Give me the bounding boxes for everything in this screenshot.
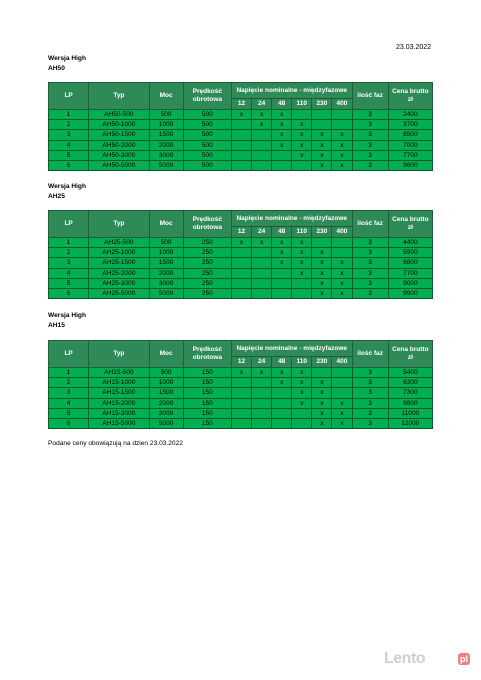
cell-speed: 500 [183,140,231,150]
table-row [49,248,433,258]
cell-voltage-mark [252,248,272,258]
cell-voltage-mark [272,408,292,418]
cell-voltage-mark: x [332,418,352,428]
cell-lp: 1 [49,110,89,120]
cell-voltage-mark: x [272,140,292,150]
cell-cena: 6800 [388,258,432,268]
cell-speed: 150 [183,388,231,398]
cell-cena: 7700 [388,268,432,278]
cell-ilosc-faz: 3 [352,120,388,130]
cell-typ: AH25-5000 [89,288,149,298]
cell-moc: 1500 [149,258,183,268]
cell-voltage-mark [252,418,272,428]
header-voltage: 110 [292,357,312,368]
cell-voltage-mark [312,110,332,120]
cell-cena: 3700 [388,120,432,130]
cell-moc: 2000 [149,140,183,150]
section-model: AH15 [48,322,65,329]
header-voltage: 400 [332,357,352,368]
cell-voltage-mark: x [292,268,312,278]
cell-lp: 6 [49,418,89,428]
cell-moc: 5000 [149,160,183,170]
header-voltage: 12 [231,227,251,238]
cell-cena: 2400 [388,110,432,120]
cell-voltage-mark: x [312,398,332,408]
cell-speed: 250 [183,278,231,288]
cell-voltage-mark [292,110,312,120]
cell-voltage-mark [231,140,251,150]
cell-cena: 12000 [388,418,432,428]
cell-lp: 3 [49,388,89,398]
cell-voltage-mark [272,150,292,160]
cell-voltage-mark [231,120,251,130]
cell-voltage-mark [312,120,332,130]
cell-typ: AH50-2000 [89,140,149,150]
cell-moc: 500 [149,110,183,120]
cell-typ: AH15-2000 [89,398,149,408]
cell-speed: 250 [183,248,231,258]
cell-voltage-mark [332,388,352,398]
cell-voltage-mark [252,278,272,288]
table-row [49,110,433,120]
cell-voltage-mark: x [312,378,332,388]
cell-cena: 6300 [388,378,432,388]
cell-voltage-mark: x [312,258,332,268]
cell-voltage-mark [231,160,251,170]
cell-ilosc-faz: 3 [352,408,388,418]
cell-voltage-mark [231,248,251,258]
cell-voltage-mark [252,130,272,140]
header-voltage: 400 [332,99,352,110]
cell-typ: AH50-3000 [89,150,149,160]
cell-voltage-mark [252,268,272,278]
cell-voltage-mark [252,288,272,298]
cell-voltage-mark: x [252,120,272,130]
cell-voltage-mark [272,160,292,170]
cell-voltage-mark: x [332,288,352,298]
cell-voltage-mark [231,418,251,428]
header-cena: Cena brutto zł [388,341,432,368]
cell-ilosc-faz: 3 [352,160,388,170]
cell-speed: 500 [183,150,231,160]
cell-voltage-mark: x [252,110,272,120]
cell-moc: 3000 [149,408,183,418]
header-typ: Typ [89,83,149,110]
table-row [49,150,433,160]
cell-ilosc-faz: 3 [352,140,388,150]
cell-voltage-mark: x [332,258,352,268]
cell-voltage-mark [332,120,352,130]
cell-ilosc-faz: 3 [352,110,388,120]
cell-voltage-mark: x [292,238,312,248]
cell-moc: 500 [149,238,183,248]
header-predkosc: Prędkość obrotowa [183,211,231,238]
cell-voltage-mark [312,368,332,378]
cell-cena: 5900 [388,248,432,258]
cell-ilosc-faz: 3 [352,388,388,398]
cell-speed: 500 [183,130,231,140]
cell-typ: AH15-5000 [89,418,149,428]
cell-ilosc-faz: 3 [352,288,388,298]
header-napiecie: Napięcie nominalne - międzyfazowe [231,341,352,357]
cell-typ: AH25-2000 [89,268,149,278]
cell-voltage-mark [272,268,292,278]
cell-voltage-mark: x [252,368,272,378]
cell-ilosc-faz: 3 [352,418,388,428]
cell-voltage-mark: x [272,378,292,388]
cell-ilosc-faz: 3 [352,398,388,408]
header-voltage: 48 [272,99,292,110]
cell-ilosc-faz: 3 [352,378,388,388]
header-typ: Typ [89,341,149,368]
cell-voltage-mark [272,418,292,428]
cell-voltage-mark [292,418,312,428]
cell-moc: 3000 [149,278,183,288]
cell-cena: 7000 [388,140,432,150]
cell-voltage-mark [292,408,312,418]
cell-voltage-mark [272,398,292,408]
price-validity-note: Podane ceny obowiązują na dzien 23.03.2022 [48,440,183,447]
header-voltage: 110 [292,227,312,238]
cell-lp: 3 [49,258,89,268]
cell-voltage-mark: x [272,238,292,248]
cell-voltage-mark [231,130,251,140]
cell-lp: 4 [49,140,89,150]
cell-typ: AH15-1000 [89,378,149,388]
header-lp: LP [49,83,89,110]
cell-voltage-mark [231,378,251,388]
cell-ilosc-faz: 3 [352,278,388,288]
cell-typ: AH25-500 [89,238,149,248]
cell-typ: AH25-1500 [89,258,149,268]
cell-moc: 1000 [149,248,183,258]
cell-voltage-mark: x [332,150,352,160]
cell-moc: 5000 [149,288,183,298]
cell-voltage-mark: x [292,130,312,140]
header-predkosc: Prędkość obrotowa [183,341,231,368]
cell-voltage-mark: x [272,248,292,258]
cell-lp: 5 [49,278,89,288]
cell-speed: 500 [183,160,231,170]
cell-voltage-mark: x [332,268,352,278]
table-row [49,288,433,298]
cell-typ: AH25-3000 [89,278,149,288]
header-voltage: 12 [231,357,251,368]
cell-speed: 500 [183,120,231,130]
header-moc: Moc [149,211,183,238]
cell-voltage-mark [332,110,352,120]
lento-pl-badge: pl [460,654,468,664]
cell-voltage-mark [252,258,272,268]
header-voltage: 24 [252,357,272,368]
cell-voltage-mark: x [312,160,332,170]
table-row [49,368,433,378]
section-title-ah50 [48,54,86,74]
price-table-ah15 [48,340,433,429]
cell-voltage-mark: x [292,388,312,398]
cell-voltage-mark: x [231,110,251,120]
cell-voltage-mark: x [272,120,292,130]
header-lp: LP [49,211,89,238]
document-date: 23.03.2022 [396,44,432,51]
header-voltage: 230 [312,99,332,110]
cell-lp: 6 [49,160,89,170]
section-title-ah15 [48,311,86,331]
cell-lp: 5 [49,150,89,160]
cell-moc: 1500 [149,388,183,398]
lento-watermark-logo: Lento [384,650,426,667]
cell-ilosc-faz: 3 [352,150,388,160]
cell-cena: 6500 [388,130,432,140]
cell-voltage-mark [332,238,352,248]
cell-lp: 1 [49,238,89,248]
cell-voltage-mark [332,248,352,258]
cell-moc: 2000 [149,398,183,408]
cell-lp: 5 [49,408,89,418]
cell-cena: 9000 [388,278,432,288]
price-table-ah25 [48,210,433,299]
table-row [49,238,433,248]
header-voltage: 110 [292,99,312,110]
cell-voltage-mark: x [272,368,292,378]
section-version: Wersja High [48,55,86,62]
cell-voltage-mark: x [332,140,352,150]
cell-voltage-mark: x [332,398,352,408]
cell-ilosc-faz: 3 [352,130,388,140]
cell-voltage-mark [272,278,292,288]
cell-voltage-mark [292,288,312,298]
section-version: Wersja High [48,312,86,319]
cell-voltage-mark [231,258,251,268]
header-ilosc-faz: ilość faz [352,341,388,368]
header-voltage: 12 [231,99,251,110]
cell-voltage-mark: x [312,150,332,160]
cell-voltage-mark: x [312,408,332,418]
cell-cena: 7700 [388,150,432,160]
table-row [49,258,433,268]
header-voltage: 48 [272,357,292,368]
price-table-ah50 [48,82,433,171]
cell-ilosc-faz: 3 [352,258,388,268]
header-lp: LP [49,341,89,368]
cell-ilosc-faz: 3 [352,248,388,258]
cell-voltage-mark: x [332,130,352,140]
cell-typ: AH15-3000 [89,408,149,418]
cell-typ: AH15-500 [89,368,149,378]
section-version: Wersja High [48,183,86,190]
cell-voltage-mark: x [292,258,312,268]
cell-moc: 1000 [149,120,183,130]
cell-speed: 150 [183,378,231,388]
table-row [49,130,433,140]
cell-voltage-mark [252,150,272,160]
cell-moc: 1500 [149,130,183,140]
cell-voltage-mark: x [312,130,332,140]
cell-voltage-mark [272,388,292,398]
cell-voltage-mark: x [292,378,312,388]
table-row [49,418,433,428]
header-cena: Cena brutto zł [388,211,432,238]
cell-voltage-mark: x [312,418,332,428]
header-moc: Moc [149,83,183,110]
cell-lp: 2 [49,120,89,130]
cell-voltage-mark: x [292,150,312,160]
cell-voltage-mark: x [292,368,312,378]
cell-speed: 250 [183,258,231,268]
cell-voltage-mark: x [312,248,332,258]
cell-moc: 2000 [149,268,183,278]
cell-voltage-mark [312,238,332,248]
cell-voltage-mark [332,368,352,378]
cell-lp: 4 [49,268,89,278]
cell-voltage-mark [252,398,272,408]
header-napiecie: Napięcie nominalne - międzyfazowe [231,83,352,99]
cell-typ: AH25-1000 [89,248,149,258]
section-title-ah25 [48,182,86,202]
cell-voltage-mark: x [272,258,292,268]
header-voltage: 24 [252,99,272,110]
cell-moc: 5000 [149,418,183,428]
header-voltage: 24 [252,227,272,238]
section-model: AH25 [48,193,65,200]
cell-typ: AH50-500 [89,110,149,120]
cell-voltage-mark: x [292,248,312,258]
cell-voltage-mark [231,408,251,418]
cell-speed: 150 [183,398,231,408]
cell-voltage-mark [272,288,292,298]
cell-lp: 2 [49,248,89,258]
cell-speed: 250 [183,268,231,278]
cell-lp: 4 [49,398,89,408]
cell-voltage-mark: x [332,408,352,418]
table-row [49,160,433,170]
cell-voltage-mark [231,268,251,278]
header-napiecie: Napięcie nominalne - międzyfazowe [231,211,352,227]
cell-ilosc-faz: 3 [352,368,388,378]
cell-voltage-mark: x [312,268,332,278]
header-ilosc-faz: ilość faz [352,211,388,238]
header-voltage: 400 [332,227,352,238]
cell-cena: 9800 [388,398,432,408]
cell-ilosc-faz: 3 [352,268,388,278]
table-row [49,268,433,278]
cell-lp: 6 [49,288,89,298]
cell-cena: 9600 [388,160,432,170]
cell-voltage-mark [292,278,312,288]
cell-ilosc-faz: 3 [352,238,388,248]
cell-typ: AH50-1500 [89,130,149,140]
table-row [49,398,433,408]
cell-voltage-mark: x [292,398,312,408]
table-row [49,408,433,418]
cell-voltage-mark [252,160,272,170]
cell-typ: AH15-1500 [89,388,149,398]
cell-voltage-mark: x [272,130,292,140]
cell-lp: 2 [49,378,89,388]
cell-voltage-mark [332,378,352,388]
cell-cena: 9900 [388,288,432,298]
cell-voltage-mark: x [312,140,332,150]
header-voltage: 48 [272,227,292,238]
cell-lp: 1 [49,368,89,378]
cell-voltage-mark [231,278,251,288]
cell-moc: 3000 [149,150,183,160]
table-row [49,120,433,130]
cell-voltage-mark [231,288,251,298]
header-voltage: 230 [312,357,332,368]
table-row [49,378,433,388]
cell-speed: 150 [183,418,231,428]
cell-voltage-mark: x [312,388,332,398]
cell-voltage-mark: x [292,120,312,130]
cell-voltage-mark: x [312,278,332,288]
cell-voltage-mark [252,408,272,418]
cell-voltage-mark [252,140,272,150]
cell-voltage-mark: x [231,238,251,248]
header-moc: Moc [149,341,183,368]
table-row [49,140,433,150]
cell-speed: 250 [183,238,231,248]
cell-voltage-mark: x [252,238,272,248]
cell-typ: AH50-1000 [89,120,149,130]
cell-speed: 250 [183,288,231,298]
cell-voltage-mark: x [332,278,352,288]
cell-voltage-mark [231,388,251,398]
cell-moc: 500 [149,368,183,378]
header-typ: Typ [89,211,149,238]
cell-voltage-mark: x [312,288,332,298]
cell-voltage-mark [292,160,312,170]
cell-cena: 11000 [388,408,432,418]
section-model: AH50 [48,65,65,72]
cell-moc: 1000 [149,378,183,388]
cell-voltage-mark: x [332,160,352,170]
cell-voltage-mark [231,398,251,408]
table-row [49,388,433,398]
cell-cena: 5400 [388,368,432,378]
header-predkosc: Prędkość obrotowa [183,83,231,110]
cell-typ: AH50-5000 [89,160,149,170]
cell-lp: 3 [49,130,89,140]
cell-voltage-mark: x [231,368,251,378]
cell-speed: 150 [183,368,231,378]
header-ilosc-faz: ilość faz [352,83,388,110]
header-cena: Cena brutto zł [388,83,432,110]
table-row [49,278,433,288]
cell-cena: 7300 [388,388,432,398]
cell-voltage-mark [231,150,251,160]
cell-voltage-mark [252,378,272,388]
cell-cena: 4400 [388,238,432,248]
cell-speed: 500 [183,110,231,120]
cell-voltage-mark: x [272,110,292,120]
cell-speed: 150 [183,408,231,418]
header-voltage: 230 [312,227,332,238]
cell-voltage-mark [252,388,272,398]
cell-voltage-mark: x [292,140,312,150]
